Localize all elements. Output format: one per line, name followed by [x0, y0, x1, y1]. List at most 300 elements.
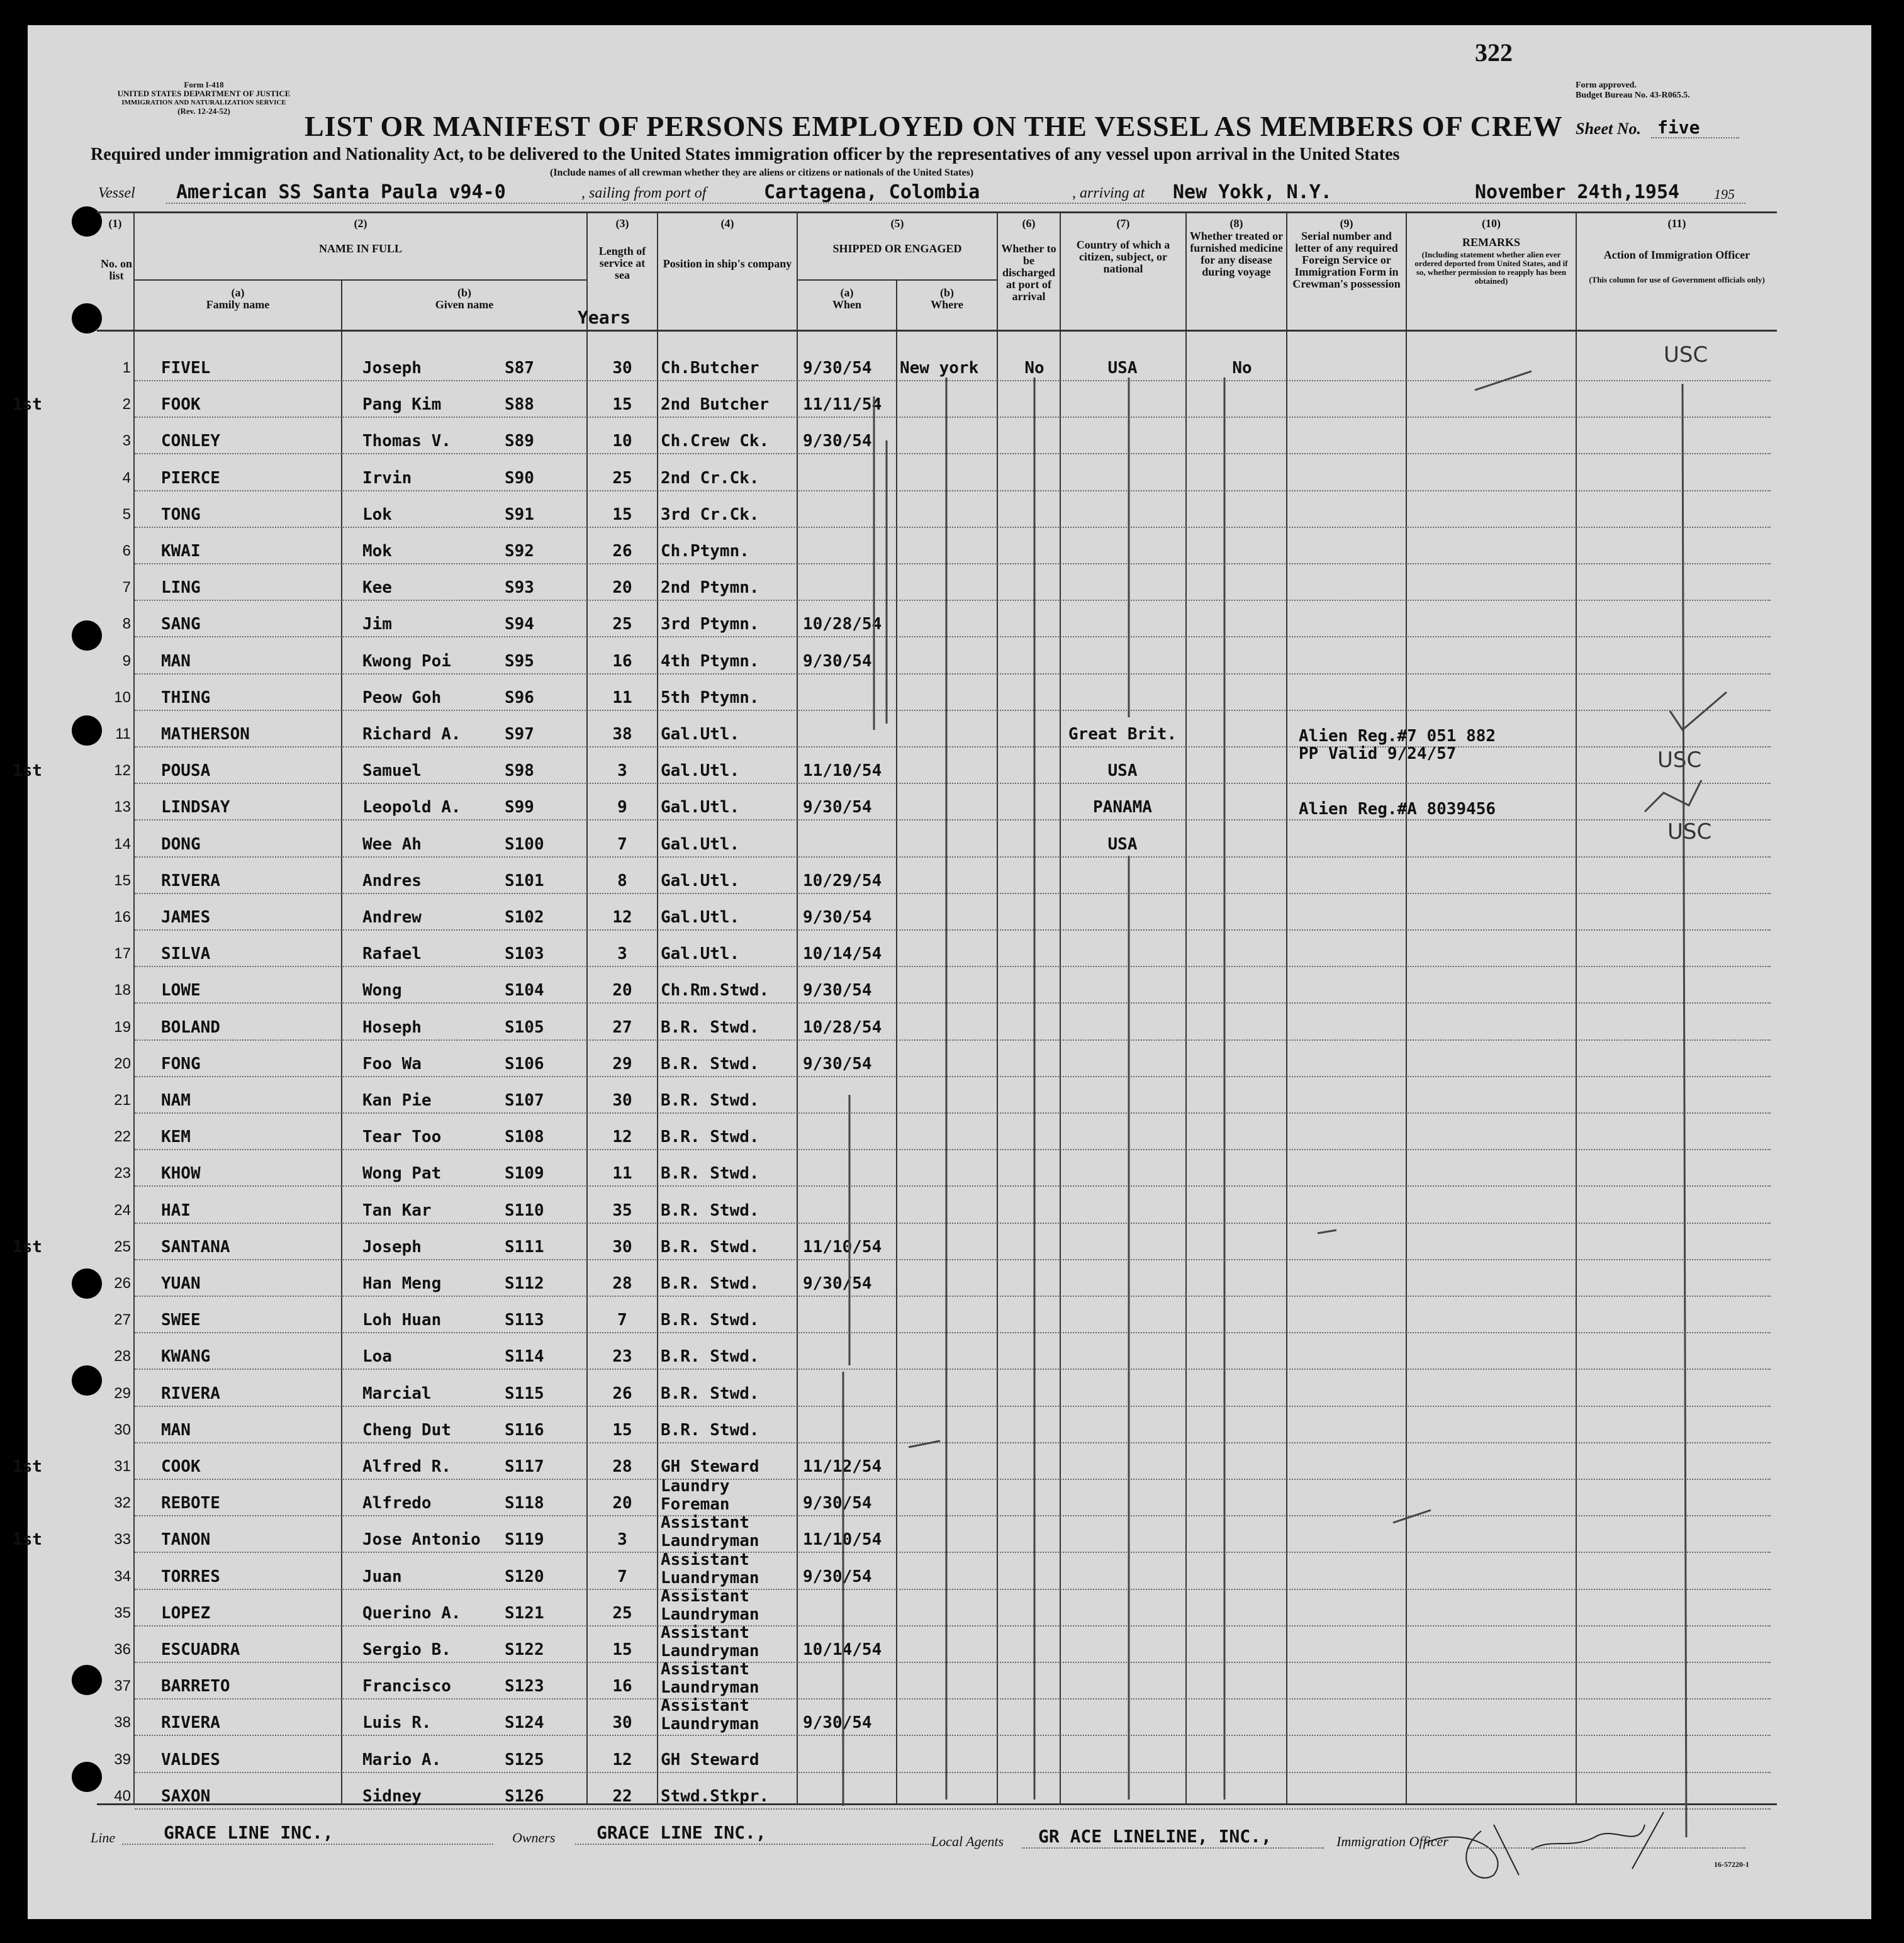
years-service: 7 — [617, 1311, 627, 1330]
col-discharged: Whether to be discharged at port of arrival — [1001, 242, 1056, 303]
position: B.R. Stwd. — [661, 1347, 759, 1367]
shipped-when: 10/14/54 — [803, 1640, 882, 1659]
row-number: 17 — [114, 945, 131, 963]
crew-ref: S113 — [505, 1311, 544, 1330]
position: B.R. Stwd. — [661, 1128, 759, 1147]
family-name: TORRES — [161, 1567, 220, 1586]
given-name: Jim — [362, 615, 392, 634]
given-name: Wee Ah — [362, 834, 422, 854]
reissue-mark: 1st — [13, 1237, 42, 1257]
col-remarks: REMARKS — [1462, 236, 1520, 249]
position: Gal.Utl. — [661, 944, 740, 964]
given-name: Lok — [362, 505, 392, 524]
position: 3rd Ptymn. — [661, 615, 759, 634]
row-number: 10 — [114, 688, 131, 706]
shipped-when: 9/30/54 — [803, 981, 872, 1000]
crew-ref: S111 — [505, 1237, 544, 1257]
crew-ref: S88 — [505, 395, 534, 415]
crew-ref: S100 — [505, 834, 544, 854]
action-usc-1: USC — [1664, 342, 1708, 367]
shipped-when: 11/10/54 — [803, 761, 882, 781]
position: B.R. Stwd. — [661, 1311, 759, 1330]
crew-ref: S102 — [505, 908, 544, 927]
given-name: Alfredo — [362, 1494, 432, 1513]
vessel-label: Vessel — [98, 185, 135, 201]
given-name: Pang Kim — [362, 395, 442, 415]
row-number: 28 — [114, 1348, 131, 1365]
years-service: 9 — [617, 798, 627, 817]
crew-ref: S110 — [505, 1201, 544, 1220]
years-service: 15 — [612, 395, 632, 415]
reissue-mark: 1st — [13, 395, 42, 415]
family-name: NAM — [161, 1091, 191, 1110]
col-remarks-note: (Including statement whether alien ever ordered deported from United States, and if so, whether permission to reapply has been obtained) — [1414, 250, 1568, 286]
family-name: FONG — [161, 1054, 201, 1073]
position: Gal.Utl. — [661, 725, 740, 744]
years-service: 3 — [617, 1530, 627, 1550]
country: PANAMA — [1093, 798, 1152, 817]
crew-ref: S119 — [505, 1530, 544, 1550]
row-number: 21 — [114, 1092, 131, 1109]
family-name: SWEE — [161, 1311, 201, 1330]
form-number: Form I-418 — [184, 80, 224, 89]
col1-number: (1) — [108, 217, 122, 230]
years-service: 26 — [612, 1384, 632, 1403]
owners-value: GRACE LINE INC., — [596, 1822, 766, 1843]
arrival-date: November 24th,1954 — [1475, 181, 1680, 203]
years-service: 26 — [612, 542, 632, 561]
reissue-mark: 1st — [13, 761, 42, 781]
year-suffix: 195 — [1714, 186, 1735, 202]
position: Gal.Utl. — [661, 798, 740, 817]
crew-ref: S126 — [505, 1786, 544, 1806]
row-number: 39 — [114, 1750, 131, 1768]
col4-number: (4) — [720, 217, 734, 230]
years-service: 20 — [612, 1494, 632, 1513]
family-name: YUAN — [161, 1274, 201, 1293]
given-name: Luis R. — [362, 1713, 432, 1733]
col-country: Country of which a citizen, subject, or national — [1076, 238, 1170, 275]
handwritten-marks — [28, 25, 1871, 1919]
family-name: FIVEL — [161, 359, 211, 378]
row-number: 30 — [114, 1421, 131, 1438]
row-number: 2 — [122, 396, 131, 413]
row-number: 16 — [114, 909, 131, 926]
sailing-label: , sailing from port of — [581, 185, 707, 201]
row-number: 26 — [114, 1275, 131, 1292]
years-service: 25 — [612, 468, 632, 488]
position: B.R. Stwd. — [661, 1164, 759, 1184]
family-name: BOLAND — [161, 1017, 220, 1037]
years-service: 16 — [612, 1677, 632, 1696]
shipped-when: 10/28/54 — [803, 615, 882, 634]
crew-ref: S92 — [505, 542, 534, 561]
years-service: 35 — [612, 1201, 632, 1220]
shipped-when: 11/10/54 — [803, 1530, 882, 1550]
position: Assistant Luandryman — [661, 1550, 759, 1587]
family-name: RIVERA — [161, 871, 220, 890]
row-number: 8 — [122, 615, 131, 633]
years-service: 15 — [612, 1640, 632, 1659]
family-name: HAI — [161, 1201, 191, 1220]
col2-number: (2) — [354, 217, 367, 230]
remarks: Alien Reg.#7 051 882 PP Valid 9/24/57 — [1299, 727, 1496, 763]
row-number: 40 — [114, 1787, 131, 1805]
crew-ref: S121 — [505, 1603, 544, 1623]
agents-value: GR ACE LINELINE, INC., — [1038, 1826, 1272, 1847]
discharged: No — [1024, 359, 1044, 378]
crew-ref: S98 — [505, 761, 534, 781]
years-service: 30 — [612, 1091, 632, 1110]
col10-number: (10) — [1482, 217, 1501, 230]
family-name: REBOTE — [161, 1494, 220, 1513]
col-no-on-list: No. on list — [101, 257, 133, 282]
crew-ref: S123 — [505, 1677, 544, 1696]
row-number: 32 — [114, 1494, 131, 1512]
shipped-when: 9/30/54 — [803, 1713, 872, 1733]
given-name: Tear Too — [362, 1128, 442, 1147]
years-service: 29 — [612, 1054, 632, 1073]
family-name: KWANG — [161, 1347, 211, 1367]
position: Assistant Laundryman — [661, 1513, 759, 1551]
shipped-when: 9/30/54 — [803, 1567, 872, 1586]
country: USA — [1107, 761, 1138, 781]
years-service: 7 — [617, 834, 627, 854]
action-usc-14: USC — [1667, 819, 1712, 844]
years-service: 7 — [617, 1567, 627, 1586]
owners-label: Owners — [512, 1830, 556, 1845]
col-action-note: (This column for use of Government officials only) — [1589, 275, 1765, 284]
years-service: 15 — [612, 1420, 632, 1440]
country: USA — [1107, 359, 1138, 378]
col-action: Action of Immigration Officer — [1603, 249, 1750, 261]
position: B.R. Stwd. — [661, 1237, 759, 1257]
departure-port: Cartagena, Colombia — [764, 181, 980, 203]
position: Assistant Laundryman — [661, 1660, 759, 1698]
family-name: SAXON — [161, 1786, 211, 1806]
family-name: CONLEY — [161, 432, 220, 451]
given-name: Kan Pie — [362, 1091, 432, 1110]
given-name: Cheng Dut — [362, 1420, 451, 1440]
years-service: 25 — [612, 1603, 632, 1623]
family-name: MATHERSON — [161, 725, 250, 744]
family-name: POUSA — [161, 761, 211, 781]
position: Ch.Butcher — [661, 359, 759, 378]
row-number: 34 — [114, 1567, 131, 1585]
page-number: 322 — [1475, 38, 1513, 67]
reissue-mark: 1st — [13, 1530, 42, 1550]
subtitle-note: (Include names of all crewman whether they are aliens or citizens or nationals of the United States) — [550, 167, 974, 178]
given-name: Loa — [362, 1347, 392, 1367]
crew-ref: S112 — [505, 1274, 544, 1293]
crew-ref: S89 — [505, 432, 534, 451]
col11-number: (11) — [1667, 217, 1686, 230]
given-name: Juan — [362, 1567, 402, 1586]
crew-ref: S125 — [505, 1750, 544, 1769]
years-service: 11 — [612, 1164, 632, 1184]
family-name: LOWE — [161, 981, 201, 1000]
given-name: Sidney — [362, 1786, 422, 1806]
shipped-when: 10/28/54 — [803, 1017, 882, 1037]
family-name: KEM — [161, 1128, 191, 1147]
years-service: 30 — [612, 1713, 632, 1733]
officer-label: Immigration Officer — [1336, 1834, 1448, 1849]
given-name: Leopold A. — [362, 798, 461, 817]
position: Laundry Foreman — [661, 1477, 730, 1515]
family-name: MAN — [161, 1420, 191, 1440]
col-when: (a) When — [832, 286, 861, 311]
family-name: LING — [161, 578, 201, 598]
crew-ref: S115 — [505, 1384, 544, 1403]
arrival-port: New Yokk, N.Y. — [1173, 181, 1332, 203]
position: 2nd Ptymn. — [661, 578, 759, 598]
given-name: Tan Kar — [362, 1201, 432, 1220]
years-service: 11 — [612, 688, 632, 707]
years-service: 30 — [612, 1237, 632, 1257]
print-code: 16-57220-1 — [1714, 1860, 1749, 1869]
years-service: 22 — [612, 1786, 632, 1806]
years-service: 28 — [612, 1274, 632, 1293]
family-name: TANON — [161, 1530, 211, 1550]
col7-number: (7) — [1116, 217, 1130, 230]
row-number: 25 — [114, 1238, 131, 1255]
years-service: 25 — [612, 615, 632, 634]
family-name: FOOK — [161, 395, 201, 415]
row-number: 35 — [114, 1604, 131, 1621]
years-service: 16 — [612, 651, 632, 671]
position: Assistant Laundryman — [661, 1623, 759, 1660]
row-number: 19 — [114, 1018, 131, 1036]
crew-ref: S107 — [505, 1091, 544, 1110]
position: Ch.Rm.Stwd. — [661, 981, 770, 1000]
row-number: 24 — [114, 1201, 131, 1219]
row-number: 7 — [122, 579, 131, 596]
row-number: 29 — [114, 1384, 131, 1402]
crew-ref: S91 — [505, 505, 534, 524]
sheet-label: Sheet No. — [1576, 120, 1641, 138]
given-name: Andrew — [362, 908, 422, 927]
family-name: SANG — [161, 615, 201, 634]
col3-number: (3) — [615, 217, 629, 230]
family-name: COOK — [161, 1457, 201, 1476]
position: Gal.Utl. — [661, 834, 740, 854]
given-name: Francisco — [362, 1677, 451, 1696]
family-name: MAN — [161, 651, 191, 671]
row-number: 1 — [122, 359, 131, 376]
given-name: Joseph — [362, 359, 422, 378]
family-name: LOPEZ — [161, 1603, 211, 1623]
position: B.R. Stwd. — [661, 1017, 759, 1037]
position: Gal.Utl. — [661, 761, 740, 781]
family-name: LINDSAY — [161, 798, 230, 817]
row-number: 20 — [114, 1055, 131, 1072]
family-name: TONG — [161, 505, 201, 524]
crew-ref: S90 — [505, 468, 534, 488]
row-number: 13 — [114, 798, 131, 816]
crew-ref: S105 — [505, 1017, 544, 1037]
form-revision: (Rev. 12-24-52) — [177, 106, 230, 116]
years-service: 30 — [612, 359, 632, 378]
family-name: THING — [161, 688, 211, 707]
years-service: 3 — [617, 761, 627, 781]
row-number: 37 — [114, 1677, 131, 1695]
crew-ref: S114 — [505, 1347, 544, 1367]
country: USA — [1107, 834, 1138, 854]
position: B.R. Stwd. — [661, 1054, 759, 1073]
crew-ref: S103 — [505, 944, 544, 964]
form-department: UNITED STATES DEPARTMENT OF JUSTICE — [117, 89, 291, 98]
shipped-when: 9/30/54 — [803, 1494, 872, 1513]
row-number: 33 — [114, 1531, 131, 1548]
years-service: 12 — [612, 1128, 632, 1147]
line-value: GRACE LINE INC., — [164, 1822, 333, 1843]
row-number: 31 — [114, 1458, 131, 1475]
position: 2nd Cr.Ck. — [661, 468, 759, 488]
position: B.R. Stwd. — [661, 1384, 759, 1403]
crew-ref: S116 — [505, 1420, 544, 1440]
given-name: Foo Wa — [362, 1054, 422, 1073]
row-number: 12 — [114, 762, 131, 780]
form-approved: Form approved. — [1576, 81, 1637, 90]
family-name: RIVERA — [161, 1713, 220, 1733]
crew-ref: S97 — [505, 725, 534, 744]
crew-ref: S101 — [505, 871, 544, 890]
crew-ref: S122 — [505, 1640, 544, 1659]
row-number: 6 — [122, 542, 131, 559]
crew-ref: S109 — [505, 1164, 544, 1184]
agents-label: Local Agents — [931, 1834, 1004, 1849]
position: B.R. Stwd. — [661, 1420, 759, 1440]
page-title: LIST OR MANIFEST OF PERSONS EMPLOYED ON THE VESSEL AS MEMBERS OF CREW — [305, 110, 1563, 142]
given-name: Hoseph — [362, 1017, 422, 1037]
years-service: 23 — [612, 1347, 632, 1367]
position: Ch.Crew Ck. — [661, 432, 770, 451]
position: GH Steward — [661, 1457, 759, 1476]
crew-ref: S96 — [505, 688, 534, 707]
shipped-when: 9/30/54 — [803, 651, 872, 671]
shipped-when: 9/30/54 — [803, 1274, 872, 1293]
given-name: Irvin — [362, 468, 412, 488]
years-service: 12 — [612, 1750, 632, 1769]
row-number: 3 — [122, 432, 131, 450]
given-name: Rafael — [362, 944, 422, 964]
family-name: RIVERA — [161, 1384, 220, 1403]
position: Ch.Ptymn. — [661, 542, 749, 561]
shipped-when: 9/30/54 — [803, 432, 872, 451]
given-name: Loh Huan — [362, 1311, 442, 1330]
shipped-where: New york — [900, 359, 979, 378]
arriving-label: , arriving at — [1072, 185, 1145, 201]
row-number: 36 — [114, 1641, 131, 1658]
shipped-when: 11/12/54 — [803, 1457, 882, 1476]
shipped-when: 10/29/54 — [803, 871, 882, 890]
shipped-when: 9/30/54 — [803, 359, 872, 378]
col6-number: (6) — [1022, 217, 1036, 230]
col9-number: (9) — [1340, 217, 1353, 230]
given-name: Thomas V. — [362, 432, 451, 451]
col-position: Position in ship's company — [663, 257, 792, 270]
reissue-mark: 1st — [13, 1457, 42, 1476]
family-name: PIERCE — [161, 468, 220, 488]
form-service: IMMIGRATION AND NATURALIZATION SERVICE — [121, 99, 286, 106]
row-number: 11 — [115, 725, 131, 742]
years-service: 20 — [612, 981, 632, 1000]
line-label: Line — [91, 1830, 116, 1845]
given-name: Wong — [362, 981, 402, 1000]
position: 5th Ptymn. — [661, 688, 759, 707]
crew-ref: S106 — [505, 1054, 544, 1073]
country: Great Brit. — [1068, 725, 1177, 744]
years-service: 20 — [612, 578, 632, 598]
position: B.R. Stwd. — [661, 1201, 759, 1220]
given-name: Wong Pat — [362, 1164, 442, 1184]
shipped-when: 10/14/54 — [803, 944, 882, 964]
crew-ref: S94 — [505, 615, 534, 634]
given-name: Mario A. — [362, 1750, 442, 1769]
given-name: Marcial — [362, 1384, 432, 1403]
years-service: 10 — [612, 432, 632, 451]
col-serial-number: Serial number and letter of any required Foreign Service or Immigration Form in Crewman's possession — [1292, 230, 1401, 290]
family-name: ESCUADRA — [161, 1640, 240, 1659]
crew-ref: S117 — [505, 1457, 544, 1476]
crew-ref: S108 — [505, 1128, 544, 1147]
row-number: 27 — [114, 1311, 131, 1329]
position: B.R. Stwd. — [661, 1274, 759, 1293]
crew-ref: S87 — [505, 359, 534, 378]
col5-number: (5) — [890, 217, 904, 230]
action-usc-12: USC — [1657, 748, 1702, 773]
position: B.R. Stwd. — [661, 1091, 759, 1110]
family-name: JAMES — [161, 908, 211, 927]
given-name: Jose Antonio — [362, 1530, 481, 1550]
crew-ref: S93 — [505, 578, 534, 598]
crew-ref: S99 — [505, 798, 534, 817]
given-name: Kee — [362, 578, 392, 598]
row-number: 22 — [114, 1128, 131, 1146]
budget-bureau-no: Budget Bureau No. 43-R065.5. — [1576, 91, 1690, 100]
shipped-when: 9/30/54 — [803, 1054, 872, 1073]
manifest-page — [13, 25, 1871, 1919]
family-name: VALDES — [161, 1750, 220, 1769]
years-service: 27 — [612, 1017, 632, 1037]
years-service: 15 — [612, 505, 632, 524]
col8-number: (8) — [1229, 217, 1243, 230]
col-family-name: (a) Family name — [206, 286, 270, 311]
position: Assistant Laundryman — [661, 1586, 759, 1624]
years-service: 8 — [617, 871, 627, 890]
given-name: Joseph — [362, 1237, 422, 1257]
position: GH Steward — [661, 1750, 759, 1769]
crew-ref: S95 — [505, 651, 534, 671]
years-unit: Years — [578, 307, 631, 328]
col-name-in-full: NAME IN FULL — [318, 242, 402, 255]
given-name: Mok — [362, 542, 392, 561]
given-name: Samuel — [362, 761, 422, 781]
row-number: 5 — [122, 505, 131, 523]
row-number: 38 — [114, 1714, 131, 1732]
position: Assistant Laundryman — [661, 1696, 759, 1734]
crew-ref: S118 — [505, 1494, 544, 1513]
family-name: KWAI — [161, 542, 201, 561]
crew-ref: S124 — [505, 1713, 544, 1733]
col-given-name: (b) Given name — [435, 286, 494, 311]
sheet-number: five — [1657, 117, 1700, 138]
shipped-when: 9/30/54 — [803, 908, 872, 927]
crew-ref: S104 — [505, 981, 544, 1000]
family-name: KHOW — [161, 1164, 201, 1184]
family-name: DONG — [161, 834, 201, 854]
position: Gal.Utl. — [661, 908, 740, 927]
